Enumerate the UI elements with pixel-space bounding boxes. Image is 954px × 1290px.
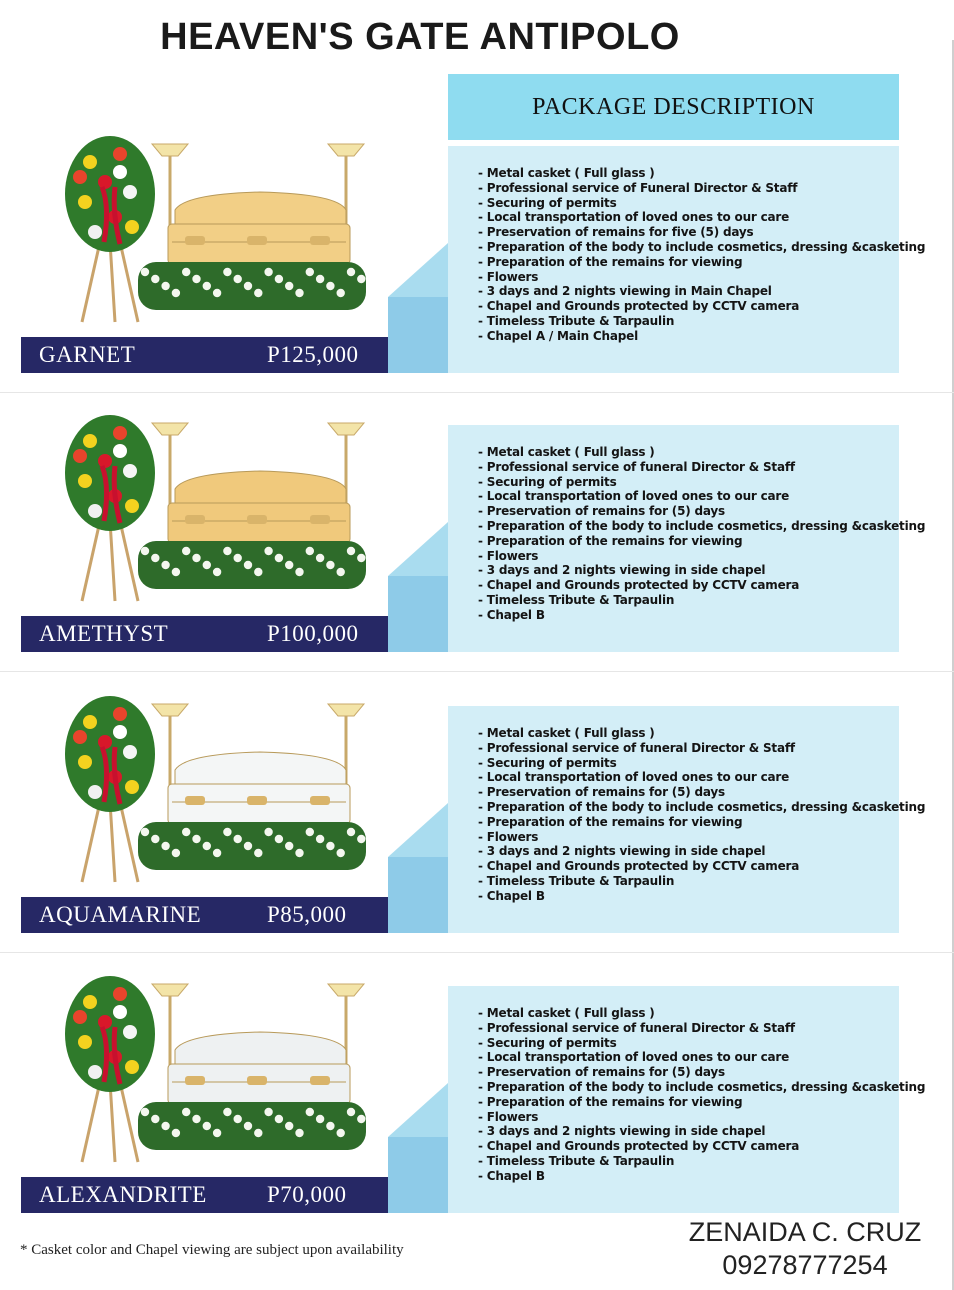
inclusion-item: - Local transportation of loved ones to our care: [478, 770, 790, 785]
inclusions-list: [478, 1006, 926, 1184]
section-divider: [0, 952, 954, 953]
inclusions-list: [478, 166, 926, 344]
package-description-header: PACKAGE DESCRIPTION: [448, 74, 899, 140]
inclusion-item: - 3 days and 2 nights viewing in side chapel: [478, 1124, 766, 1139]
flower-bed: [138, 822, 366, 870]
inclusion-item: - Chapel and Grounds protected by CCTV camera: [478, 1139, 800, 1154]
step-decoration: [388, 243, 448, 373]
inclusion-item: - Timeless Tribute & Tarpaulin: [478, 313, 675, 328]
package-nameplate: [21, 897, 388, 933]
inclusion-item: - Preparation of the body to include cosmetics, dressing &casketing: [478, 1079, 926, 1094]
casket-illustration: [168, 471, 350, 543]
package-description-box: [448, 425, 926, 652]
inclusion-item: - Preservation of remains for (5) days: [478, 504, 725, 519]
inclusion-item: - Professional service of funeral Director & Staff: [478, 1020, 795, 1035]
inclusion-item: - 3 days and 2 nights viewing in side chapel: [478, 563, 766, 578]
package-name: GARNET: [39, 342, 136, 367]
inclusion-item: - Metal casket ( Full glass ): [478, 166, 655, 180]
inclusion-item: - Preparation of the body to include cosmetics, dressing &casketing: [478, 239, 926, 254]
inclusion-item: - Flowers: [478, 269, 539, 284]
inclusion-item: - Local transportation of loved ones to our care: [478, 489, 790, 504]
inclusion-item: - Flowers: [478, 829, 539, 844]
inclusion-item: - Chapel B: [478, 607, 545, 622]
inclusion-item: - Chapel B: [478, 1168, 545, 1183]
package-nameplate: [21, 337, 388, 373]
step-decoration: [388, 803, 448, 933]
package-nameplate: [21, 616, 388, 652]
package-illustration: [20, 132, 380, 327]
flower-bed: [138, 1102, 366, 1150]
package-price: P100,000: [267, 621, 359, 646]
inclusion-item: - Chapel B: [478, 888, 545, 903]
package-nameplate: [21, 1177, 388, 1213]
inclusion-item: - 3 days and 2 nights viewing in Main Chapel: [478, 284, 772, 299]
package-illustration: [20, 972, 380, 1167]
package-name: AMETHYST: [39, 621, 169, 646]
inclusions-list: [478, 726, 926, 904]
inclusion-item: - Preparation of the body to include cosmetics, dressing &casketing: [478, 799, 926, 814]
package-description-box: [448, 146, 926, 373]
package-price: P125,000: [267, 342, 359, 367]
inclusion-item: - Flowers: [478, 548, 539, 563]
inclusion-item: - Chapel and Grounds protected by CCTV camera: [478, 859, 800, 874]
inclusion-item: - 3 days and 2 nights viewing in side chapel: [478, 844, 766, 859]
inclusion-item: - Professional service of funeral Director & Staff: [478, 459, 795, 474]
inclusion-item: - Preservation of remains for five (5) days: [478, 225, 754, 240]
inclusion-item: - Preparation of the remains for viewing: [478, 1094, 743, 1109]
inclusion-item: - Securing of permits: [478, 755, 617, 770]
step-decoration: [388, 522, 448, 652]
page-title: HEAVEN'S GATE ANTIPOLO: [160, 16, 680, 58]
step-decoration: [388, 1083, 448, 1213]
casket-illustration: [168, 1032, 350, 1104]
package-price: P70,000: [267, 1182, 347, 1207]
package-name: AQUAMARINE: [39, 902, 202, 927]
contact-phone: 09278777254: [722, 1250, 888, 1280]
inclusion-item: - Timeless Tribute & Tarpaulin: [478, 873, 675, 888]
inclusion-item: - Preparation of the remains for viewing: [478, 533, 743, 548]
section-divider: [0, 392, 954, 393]
inclusion-item: - Professional service of Funeral Director & Staff: [478, 180, 798, 195]
inclusion-item: - Chapel and Grounds protected by CCTV camera: [478, 299, 800, 314]
casket-illustration: [168, 752, 350, 824]
package-name: ALEXANDRITE: [39, 1182, 207, 1207]
inclusion-item: - Preparation of the remains for viewing: [478, 254, 743, 269]
inclusion-item: - Preservation of remains for (5) days: [478, 785, 725, 800]
inclusion-item: - Securing of permits: [478, 1035, 617, 1050]
inclusion-item: - Timeless Tribute & Tarpaulin: [478, 1153, 675, 1168]
contact-name: ZENAIDA C. CRUZ: [688, 1217, 922, 1247]
availability-footnote: * Casket color and Chapel viewing are subject upon availability: [20, 1242, 404, 1258]
inclusion-item: - Preparation of the body to include cosmetics, dressing &casketing: [478, 518, 926, 533]
inclusion-item: - Metal casket ( Full glass ): [478, 445, 655, 459]
inclusion-item: - Preparation of the remains for viewing: [478, 814, 743, 829]
inclusion-item: - Securing of permits: [478, 474, 617, 489]
casket-illustration: [168, 192, 350, 264]
inclusion-item: - Timeless Tribute & Tarpaulin: [478, 592, 675, 607]
inclusions-list: [478, 445, 926, 623]
inclusion-item: - Securing of permits: [478, 195, 617, 210]
package-illustration: [20, 692, 380, 887]
inclusion-item: - Chapel and Grounds protected by CCTV camera: [478, 578, 800, 593]
package-description-box: [448, 986, 926, 1213]
inclusion-item: - Metal casket ( Full glass ): [478, 726, 655, 740]
inclusion-item: - Local transportation of loved ones to our care: [478, 210, 790, 225]
inclusion-item: - Professional service of funeral Director & Staff: [478, 740, 795, 755]
package-illustration: [20, 411, 380, 606]
flower-bed: [138, 262, 366, 310]
contact-block: [680, 1216, 930, 1282]
package-price: P85,000: [267, 902, 347, 927]
inclusion-item: - Preservation of remains for (5) days: [478, 1065, 725, 1080]
package-description-box: [448, 706, 926, 933]
inclusion-item: - Flowers: [478, 1109, 539, 1124]
flower-bed: [138, 541, 366, 589]
inclusion-item: - Local transportation of loved ones to our care: [478, 1050, 790, 1065]
section-divider: [0, 671, 954, 672]
inclusion-item: - Metal casket ( Full glass ): [478, 1006, 655, 1020]
inclusion-item: - Chapel A / Main Chapel: [478, 328, 639, 343]
